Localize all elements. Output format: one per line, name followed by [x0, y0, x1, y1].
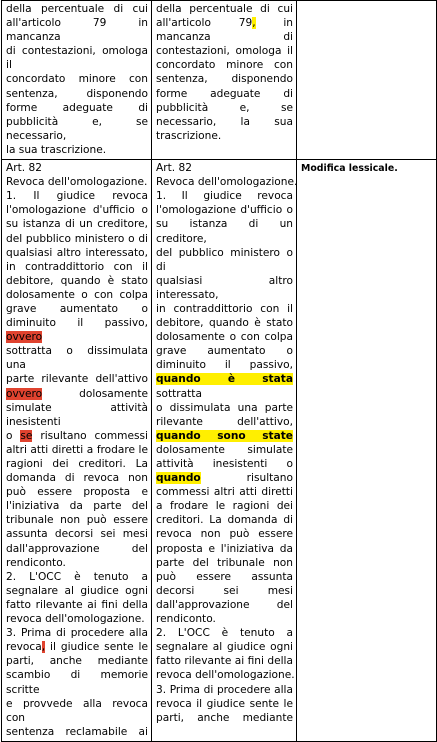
text-line — [156, 401, 293, 415]
text-run: tribunale non può essere — [6, 514, 148, 527]
text-line — [6, 668, 148, 696]
text-run: l'omologazione d'ufficio o — [156, 204, 293, 217]
text-line — [156, 115, 293, 129]
text-run: fatto rilevante ai fini della — [6, 598, 148, 611]
text-line — [156, 640, 293, 654]
note-cell — [297, 160, 437, 742]
text-run: sentenza, disponendo — [156, 73, 293, 86]
text-run: sottratta — [156, 387, 202, 400]
text-line — [6, 72, 148, 86]
text-run: risultano commessi — [32, 429, 148, 442]
text-line — [156, 570, 293, 584]
text-line — [156, 542, 293, 556]
text-line — [156, 711, 293, 725]
text-line — [156, 72, 293, 86]
text-line — [156, 584, 293, 598]
text-line — [6, 344, 148, 372]
text-line — [6, 2, 148, 16]
text-run: debitore, quando è stato — [156, 317, 293, 330]
table-row — [2, 160, 437, 742]
text-line — [156, 175, 298, 189]
text-run: del pubblico ministero o di — [156, 246, 293, 273]
text-run: ragioni dei creditori. La — [6, 458, 148, 470]
text-run: parti, anche mediante — [156, 711, 293, 724]
text-line — [156, 203, 293, 217]
text-run: può essere assunta — [156, 570, 293, 583]
text-run: dolosamente o con colpa — [6, 288, 148, 301]
text-run: 3. Prima di procedere alla — [156, 683, 293, 696]
text-run: del pubblico ministero o di — [6, 232, 148, 245]
text-line — [6, 246, 148, 260]
text-run: l'iniziativa da parte del — [6, 500, 148, 513]
text-line — [6, 725, 148, 739]
text-line — [156, 612, 293, 626]
text-run: mancanza di — [156, 31, 293, 44]
text-line — [156, 513, 293, 527]
text-run: può essere proposta e — [6, 486, 148, 499]
text-line — [6, 584, 148, 598]
text-run: attività inesistenti o — [156, 458, 293, 470]
text-line — [156, 274, 293, 302]
text-run: segnalare al giudice ogni — [156, 641, 293, 654]
text-run: diminuito il passivo, — [6, 317, 148, 330]
text-line — [156, 16, 293, 30]
text-run: 2. L'OCC è tenuto a — [156, 627, 293, 640]
text-run: 3. Prima di procedere alla — [6, 627, 148, 640]
text-line — [156, 358, 293, 372]
text-line — [156, 372, 293, 400]
text-run: forme adeguate di — [156, 87, 293, 100]
text-line — [156, 697, 293, 711]
text-run: revoca — [6, 641, 42, 654]
text-run: della percentuale di cui — [6, 3, 148, 15]
text-line — [6, 274, 148, 288]
text-line — [6, 401, 148, 429]
highlighted-text: quando — [156, 472, 201, 485]
text-run: dall'approvazione del — [156, 598, 293, 611]
highlighted-text: ovvero — [6, 331, 43, 344]
text-line — [6, 640, 148, 654]
text-line — [156, 246, 293, 274]
text-line — [156, 189, 293, 203]
text-line — [6, 143, 148, 157]
text-run: pubblicità e, se necessario, — [6, 115, 148, 142]
text-line — [156, 499, 293, 513]
text-run: all'articolo 79 — [156, 17, 253, 30]
text-run: contestazioni, omologa il — [156, 45, 293, 58]
text-run: o — [6, 429, 21, 442]
text-run: trascrizione. — [156, 129, 222, 142]
text-line — [6, 654, 148, 668]
text-run: domanda di revoca non — [6, 472, 148, 485]
text-run: grave aumentato o — [6, 302, 148, 315]
text-run: revoca non può essere — [156, 528, 293, 541]
text-line — [6, 513, 148, 527]
text-line — [6, 471, 148, 485]
text-line — [6, 542, 148, 556]
text-run: l'omologazione d'ufficio o — [6, 204, 148, 217]
text-line — [6, 217, 148, 231]
text-line — [6, 260, 148, 274]
text-run: dall'approvazione del — [6, 542, 148, 555]
text-run: e provvede alla revoca con — [6, 697, 148, 724]
text-run: assunta decorsi sei mesi — [6, 528, 148, 541]
text-run: revoca dell'omologazione. — [156, 669, 295, 682]
text-line — [156, 471, 293, 485]
text-line — [156, 44, 293, 58]
text-run: risultano — [200, 472, 293, 485]
text-run: pubblicità e, se — [156, 101, 293, 114]
text-run: rendiconto. — [156, 613, 216, 626]
text-run: revoca dell'omologazione. — [6, 613, 145, 626]
text-run: segnalare al giudice ogni — [6, 584, 148, 597]
text-line — [6, 598, 148, 612]
text-run: concordato minore con — [156, 59, 293, 72]
text-line — [156, 457, 293, 471]
text-line — [156, 87, 293, 101]
text-run: della percentuale di cui — [156, 3, 293, 15]
text-line — [156, 316, 293, 330]
text-run: creditori. La domanda di — [156, 514, 293, 527]
text-run: necessario, la sua — [156, 115, 293, 128]
text-run: rilevante dell'attivo, — [156, 415, 293, 428]
text-run: in — [255, 17, 293, 30]
text-line — [156, 344, 293, 358]
text-line — [156, 443, 293, 457]
old-text-cell — [2, 1, 152, 160]
highlighted-text: quando sono state — [156, 429, 293, 442]
text-run: commessi altri atti diretti — [156, 486, 293, 499]
text-run: su istanza di un creditore, — [6, 218, 148, 231]
text-line — [6, 44, 148, 72]
text-run: a frodare le ragioni dei — [156, 500, 293, 513]
text-line — [156, 330, 293, 344]
highlighted-text: ovvero — [6, 387, 43, 400]
text-line — [6, 316, 148, 344]
text-run: parte rilevante dell'attivo — [6, 373, 148, 386]
highlighted-text: , — [41, 641, 46, 654]
text-run: forme adeguate di — [6, 101, 148, 114]
text-line — [156, 161, 293, 175]
text-line — [6, 612, 148, 626]
text-run: Revoca dell'omologazione. — [6, 176, 148, 189]
text-run: Art. 82 — [6, 162, 42, 175]
text-line — [156, 415, 293, 429]
text-line — [6, 288, 148, 302]
text-line — [6, 499, 148, 513]
text-run: il giudice sente le — [45, 641, 148, 654]
note-text: Modifica lessicale. — [301, 163, 398, 175]
table-row — [2, 1, 437, 160]
highlighted-text: , — [252, 17, 256, 30]
text-line — [6, 232, 148, 246]
text-line — [6, 570, 148, 584]
text-run: fatto rilevante ai fini della — [156, 655, 293, 668]
text-run: simulate attività inesistenti — [6, 401, 148, 428]
text-run: parti, anche mediante — [6, 655, 148, 668]
text-line — [156, 527, 293, 541]
old-text-cell — [2, 160, 152, 742]
highlighted-text: quando è stata — [156, 373, 293, 386]
text-run: dolosamente o con colpa — [156, 331, 293, 344]
text-run: o dissimulata una parte — [156, 401, 293, 414]
text-line — [156, 101, 293, 115]
text-run: rendiconto. — [6, 556, 66, 569]
text-run: decorsi sei mesi — [156, 584, 293, 597]
text-run: all'articolo 79 in mancanza — [6, 17, 148, 44]
text-line — [156, 30, 293, 44]
text-line — [6, 87, 148, 101]
text-run: diminuito il passivo, — [156, 359, 293, 372]
text-line — [156, 683, 293, 697]
text-line — [156, 668, 293, 682]
text-run: qualsiasi altro interessato, — [6, 246, 148, 259]
text-run: in contraddittorio con il — [6, 260, 148, 273]
text-run: grave aumentato o — [156, 345, 293, 358]
text-line — [6, 485, 148, 499]
text-line — [156, 58, 293, 72]
text-run: sentenza, disponendo — [6, 87, 148, 100]
text-run: su istanza di un creditore, — [156, 218, 293, 245]
text-run: di contestazioni, omologa il — [6, 45, 148, 72]
text-line — [156, 129, 293, 143]
text-run: revoca il giudice sente le — [156, 697, 293, 710]
text-line — [6, 302, 148, 316]
text-run: qualsiasi altro interessato, — [156, 274, 293, 301]
text-line — [6, 443, 148, 457]
text-line — [6, 626, 148, 640]
text-line — [156, 626, 293, 640]
text-line — [156, 556, 293, 570]
text-run: sentenza reclamabile ai — [6, 725, 148, 738]
note-cell — [297, 1, 437, 160]
text-run: Art. 82 — [156, 162, 192, 175]
text-line — [6, 175, 148, 189]
new-text-cell — [152, 160, 297, 742]
text-run: 2. L'OCC è tenuto a — [6, 570, 148, 583]
text-run: altri atti diretti a frodare le — [6, 443, 148, 456]
text-line — [6, 457, 148, 471]
text-run: debitore, quando è stato — [6, 274, 148, 287]
text-line — [6, 556, 148, 570]
text-line — [156, 598, 293, 612]
text-line — [156, 654, 293, 668]
text-line — [6, 527, 148, 541]
text-line — [6, 101, 148, 115]
text-run: sottratta o dissimulata una — [6, 345, 148, 372]
new-text-cell — [152, 1, 297, 160]
text-line — [6, 161, 148, 175]
text-line — [6, 189, 148, 203]
highlighted-text: se — [20, 429, 33, 442]
text-run: 1. Il giudice revoca — [6, 190, 148, 203]
text-line — [6, 203, 148, 217]
text-run: dolosamente — [42, 387, 148, 400]
text-run: concordato minore con — [6, 73, 148, 86]
text-line — [6, 697, 148, 725]
text-line — [156, 302, 293, 316]
text-line — [156, 217, 293, 245]
text-run: la sua trascrizione. — [6, 143, 107, 156]
text-line — [6, 387, 148, 401]
text-line — [6, 115, 148, 143]
text-line — [156, 485, 293, 499]
text-run: parte del tribunale non — [156, 556, 293, 569]
comparison-table — [1, 0, 437, 742]
text-run: scambio di memorie scritte — [6, 669, 148, 696]
text-line — [156, 2, 293, 16]
text-run: 1. Il giudice revoca — [156, 190, 293, 203]
text-run: dolosamente simulate — [156, 443, 293, 456]
text-line — [156, 429, 293, 443]
text-run: in contraddittorio con il — [156, 302, 293, 315]
text-run: proposta e l'iniziativa da — [156, 542, 293, 555]
text-line — [6, 372, 148, 386]
text-line — [6, 429, 148, 443]
text-run: Revoca dell'omologazione. — [156, 176, 298, 189]
text-line — [6, 16, 148, 44]
